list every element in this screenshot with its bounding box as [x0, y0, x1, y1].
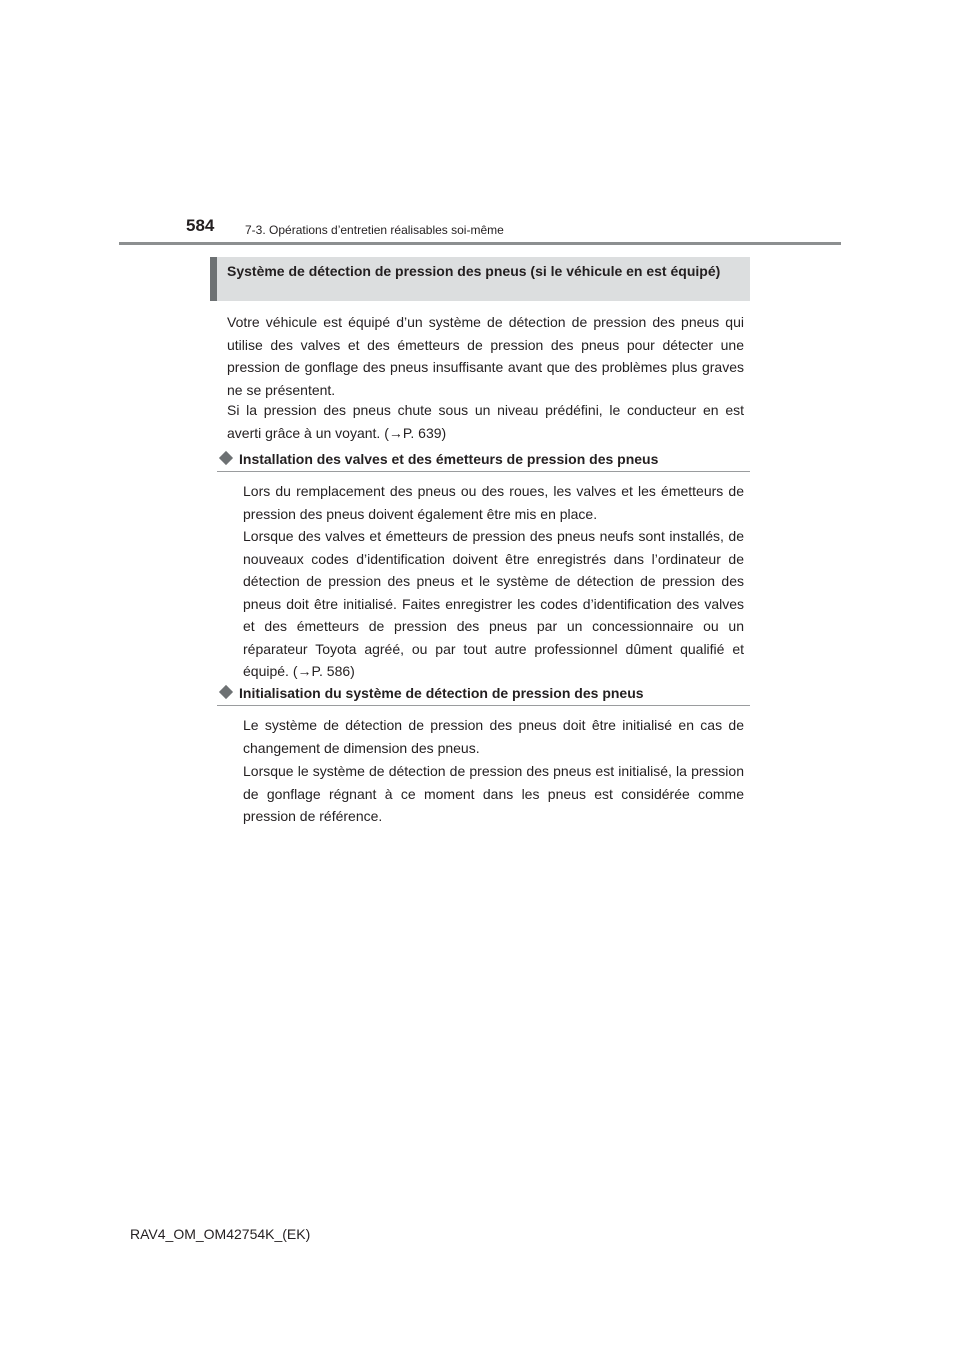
page-number: 584 [186, 216, 215, 235]
intro-paragraph: Votre véhicule est équipé d’un système de détection de pression des pneus qui utilise des valves et des émetteurs de pression des pneus pour détecter une pression de gonflage des pneus insuffisante avant que des problèmes plus graves ne se présentent. [227, 314, 744, 398]
section-title: Système de détection de pression des pneus (si le véhicule en est équipé) [210, 257, 750, 301]
header-divider [119, 242, 841, 245]
subsection-paragraph: Lorsque le système de détection de pression des pneus est initialisé, la pression de gonflage régnant à ce moment dans les pneus est considérée comme pression de référence. [243, 763, 744, 824]
subsection-paragraph: Lorsque des valves et émetteurs de pression des pneus neufs sont installés, de nouveaux codes d’identification doivent être enregistrés dans l’ordinateur de détection de pression des pneus et le système de détection de pression des pneus doit être initialisé. Faites enregistrer les codes d’identification des valves et des émetteurs de pression des pneus par un concessionnaire ou un réparateur Toyota agréé, ou par tout autre professionnel dûment qualifié et équipé. (→P. 586) [243, 528, 744, 679]
subsection-heading-text: Initialisation du système de détection de pression des pneus [239, 685, 644, 701]
subsection-heading-text: Installation des valves et des émetteurs de pression des pneus [239, 451, 659, 467]
subsection-paragraph: Lors du remplacement des pneus ou des roues, les valves et les émetteurs de pression des pneus doivent également être mis en place. [243, 483, 744, 522]
document-code: RAV4_OM_OM42754K_(EK) [130, 1226, 311, 1242]
subsection-heading [217, 683, 750, 706]
intro-paragraph: Si la pression des pneus chute sous un niveau prédéfini, le conducteur en est averti grâce à un voyant. (→P. 639) [227, 402, 744, 441]
subsection-paragraph: Le système de détection de pression des pneus doit être initialisé en cas de changement de dimension des pneus. [243, 717, 744, 756]
diamond-bullet-icon [219, 451, 233, 465]
chapter-title: 7-3. Opérations d’entretien réalisables soi-même [245, 223, 504, 237]
subsection-heading [217, 449, 750, 472]
diamond-bullet-icon [219, 685, 233, 699]
